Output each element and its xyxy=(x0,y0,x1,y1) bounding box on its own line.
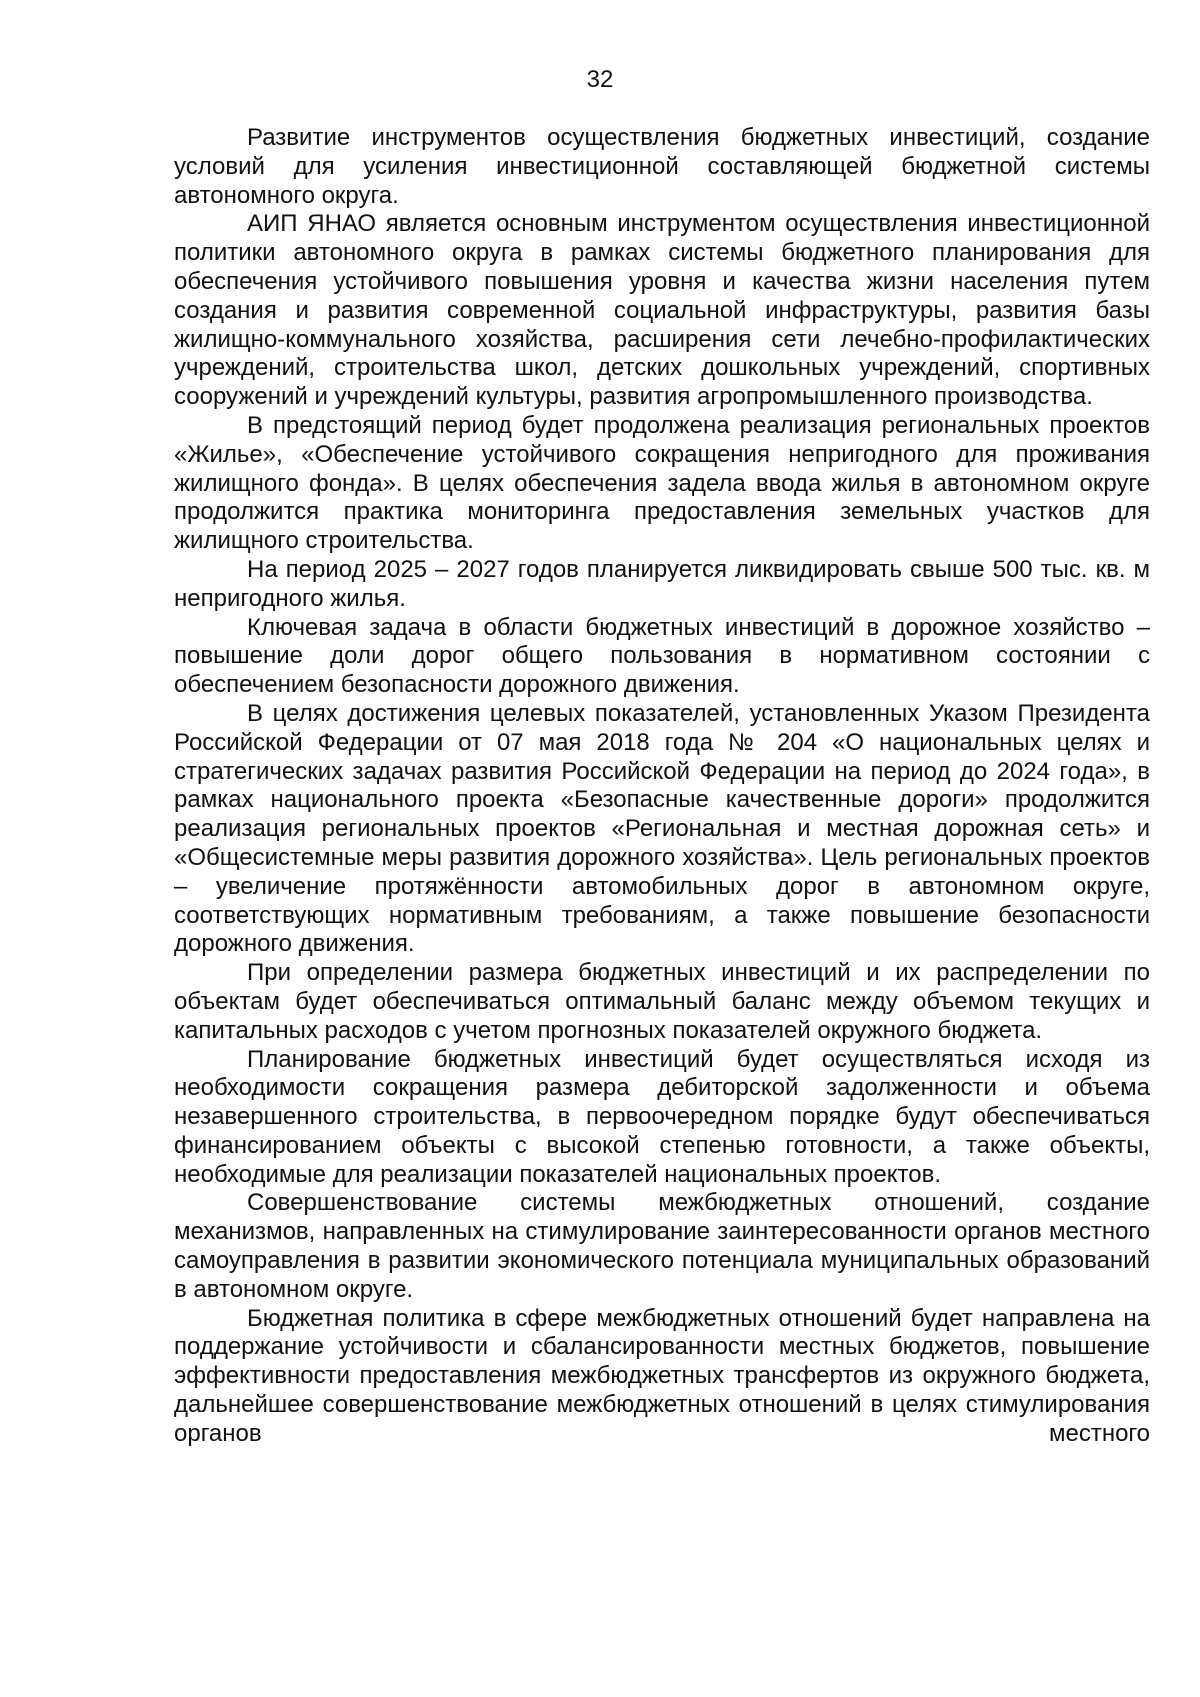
paragraph: При определении размера бюджетных инвестиций и их распределении по объектам будет обеспечиваться оптимальный баланс между объемом текущих и капитальных расходов с учетом прогнозных показателей окружного бюджета. xyxy=(174,959,1150,1044)
paragraph: В целях достижения целевых показателей, установленных Указом Президента Российской Федерации от 07 мая 2018 года № 204 «О национальных целях и стратегических задачах развития Российской Федерации на период до 2024 года», в рамках национального проекта «Безопасные качественные дороги» продолжится реализация региональных проектов «Региональная и местная дорожная сеть» и «Общесистемные меры развития дорожного хозяйства». Цель региональных проектов – увеличение протяжённости автомобильных дорог в автономном округе, соответствующих нормативным требованиям, а также повышение безопасности дорожного движения. xyxy=(174,699,1150,958)
paragraph: Бюджетная политика в сфере межбюджетных отношений будет направлена на поддержание устойчивости и сбалансированности местных бюджетов, повышение эффективности предоставления межбюджетных трансфертов из окружного бюджета, дальнейшее совершенствование межбюджетных отношений в целях стимулирования органов местного xyxy=(174,1304,1150,1447)
page-number: 32 xyxy=(586,66,614,93)
paragraph: В предстоящий период будет продолжена реализация региональных проектов «Жилье», «Обеспечение устойчивого сокращения непригодного для проживания жилищного фонда». В целях обеспечения задела ввода жилья в автономном округе продолжится практика мониторинга предоставления земельных участков для жилищного строительства. xyxy=(174,411,1150,555)
paragraph: Планирование бюджетных инвестиций будет осуществляться исходя из необходимости сокращения размера дебиторской задолженности и объема незавершенного строительства, в первоочередном порядке будут обеспечиваться финансированием объекты с высокой степенью готовности, а также объекты, необходимые для реализации показателей национальных проектов. xyxy=(174,1045,1150,1188)
document-body xyxy=(174,124,1150,1449)
paragraph: Совершенствование системы межбюджетных отношений, создание механизмов, направленных на стимулирование заинтересованности органов местного самоуправления в развитии экономического потенциала муниципальных образований в автономном округе. xyxy=(174,1189,1150,1303)
paragraph: На период 2025 – 2027 годов планируется ликвидировать свыше 500 тыс. кв. м непригодного жилья. xyxy=(174,555,1150,612)
paragraph: АИП ЯНАО является основным инструментом осуществления инвестиционной политики автономного округа в рамках системы бюджетного планирования для обеспечения устойчивого повышения уровня и качества жизни населения путем создания и развития современной социальной инфраструктуры, развития базы жилищно-коммунального хозяйства, расширения сети лечебно-профилактических учреждений, строительства школ, детских дошкольных учреждений, спортивных сооружений и учреждений культуры, развития агропромышленного производства. xyxy=(174,210,1150,411)
paragraph: Ключевая задача в области бюджетных инвестиций в дорожное хозяйство – повышение доли дорог общего пользования в нормативном состоянии с обеспечением безопасности дорожного движения. xyxy=(174,613,1150,699)
paragraph: Развитие инструментов осуществления бюджетных инвестиций, создание условий для усиления инвестиционной составляющей бюджетной системы автономного округа. xyxy=(174,124,1150,209)
